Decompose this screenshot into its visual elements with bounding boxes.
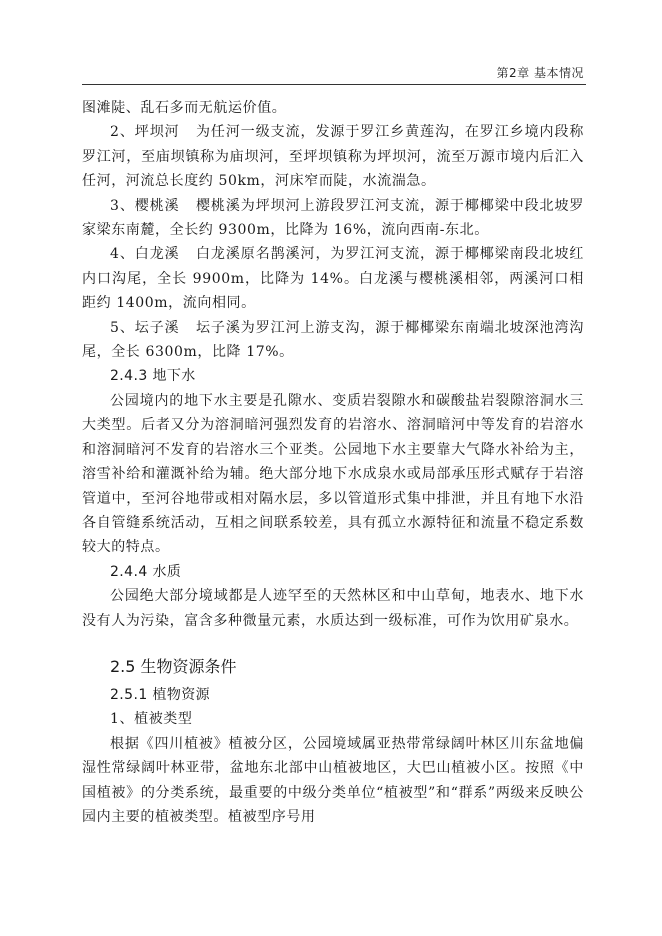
paragraph-bailong-creek — [82, 242, 584, 315]
item-heading-vegetation-type: 1、植被类型 — [110, 711, 193, 728]
paragraph-water-quality: 公园绝大部分境域都是人迹罕至的天然林区和中山草甸，地表水、地下水没有人为污染，富含多种微量元素，水质达到一级标准，可作为饮用矿泉水。 — [82, 588, 584, 629]
paragraph-groundwater: 公园境内的地下水主要是孔隙水、变质岩裂隙水和碳酸盐岩裂隙溶洞水三大类型。后者又分为溶洞暗河强烈发育的岩溶水、溶洞暗河中等发育的岩溶水和溶洞暗河不发育的岩溶水三个亚类。公园地下水主要靠大气降水补给为主，溶雪补给和灌溉补给为辅。绝大部分地下水成泉水或局部承压形式赋存于岩溶管道中，至河谷地带或相对隔水层，多以管道形式集中排泄，并且有地下水沿各自管缝系统活动，互相之间联系较差，具有孤立水源特征和流量不稳定系数较大的特点。 — [82, 392, 584, 556]
paragraph-tanzi-creek — [82, 316, 584, 365]
river-desc-bailong: 白龙溪原名鹊溪河，为罗江河支流，源于椰椰梁南段北坡红内口沟尾，全长 9900m，比降为 14%。白龙溪与樱桃溪相邻，两溪河口相距约 1400m，流向相同。 — [82, 246, 584, 312]
header-rule — [82, 84, 586, 85]
running-header: 第2章 基本情况 — [496, 66, 584, 80]
river-desc-pingba: 为任河一级支流，发源于罗江乡黄莲沟，在罗江乡境内段称罗江河，至庙坝镇称为庙坝河，至坪坝镇称为坪坝河，流至万源市境内后汇入任河，河流总长度约 50km，河床窄而陡，水流湍急。 — [82, 124, 584, 190]
river-desc-yingtao: 樱桃溪为坪坝河上游段罗江河支流，源于椰椰梁中段北坡罗家梁东南麓，全长约 9300m，比降为 16%，流向西南-东北。 — [82, 197, 584, 239]
river-desc-tanzi: 坛子溪为罗江河上游支沟，源于椰椰梁东南端北坡深池湾沟尾，全长 6300m，比降 17%。 — [82, 319, 584, 361]
subsection-heading-water-quality: 2.4.4 水质 — [110, 563, 182, 580]
subsection-heading-plant-resources: 2.5.1 植物资源 — [110, 686, 211, 703]
paragraph-vegetation: 根据《四川植被》植被分区，公园境域属亚热带常绿阔叶林区川东盆地偏湿性常绿阔叶林亚带，盆地东北部中山植被地区，大巴山植被小区。按照《中国植被》的分类系统，最重要的中级分类单位“植被型”和“群系”两级来反映公园内主要的植被类型。植被型序号用 — [82, 735, 584, 825]
river-label-yingtao: 3、樱桃溪 — [110, 197, 180, 214]
paragraph-pingba-river — [82, 120, 584, 193]
river-label-pingba: 2、坪坝河 — [110, 124, 180, 141]
paragraph-yingtao-creek — [82, 194, 584, 243]
subsection-heading-groundwater: 2.4.3 地下水 — [110, 368, 196, 385]
river-label-bailong: 4、白龙溪 — [110, 246, 180, 263]
page-body — [82, 96, 584, 829]
section-heading-bio-resources: 2.5 生物资源条件 — [110, 656, 237, 676]
river-label-tanzi: 5、坛子溪 — [110, 319, 180, 336]
paragraph-continued: 图滩陡、乱石多而无航运价值。 — [82, 100, 287, 116]
